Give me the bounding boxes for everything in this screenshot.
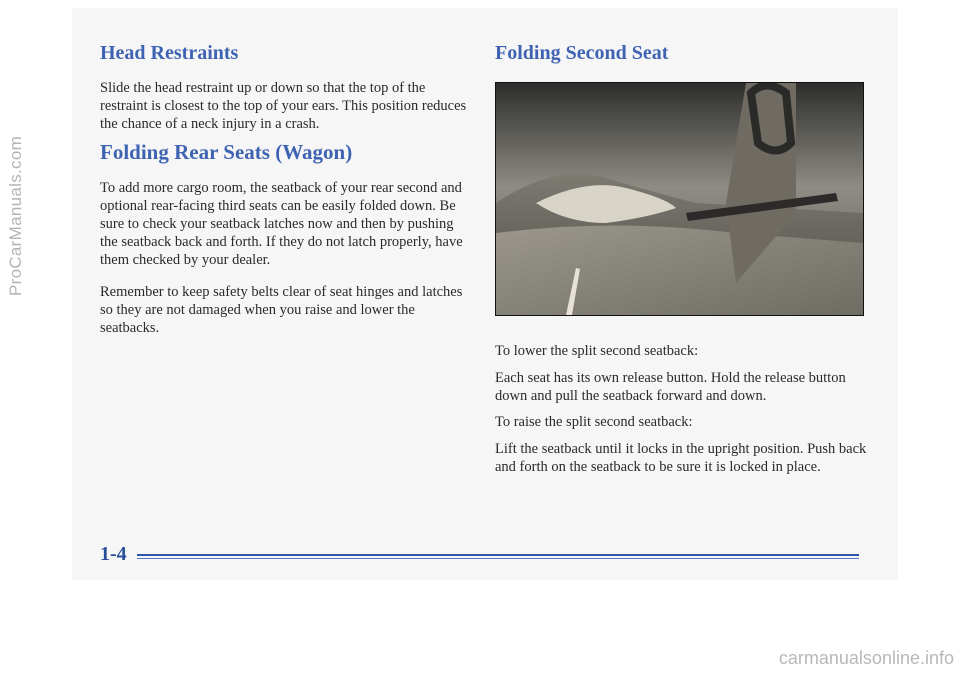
raise-intro: To raise the split second seatback: — [495, 414, 693, 430]
seat-photo-illustration — [496, 83, 863, 315]
page-number: 1-4 — [100, 543, 127, 565]
footer-rule-thin — [137, 558, 859, 559]
seat-release-photo — [495, 82, 864, 316]
side-watermark: ProCarManuals.com — [6, 135, 25, 296]
bottom-watermark: carmanualsonline.info — [778, 648, 954, 668]
raise-instructions: Lift the seatback until it locks in the upright position. Push back and forth on the seatback to be sure it is locked in place. — [495, 441, 867, 475]
lower-instructions: Each seat has its own release button. Hold the release button down and pull the seatback forward and down. — [495, 370, 846, 404]
paragraph-folding-rear-seats: To add more cargo room, the seatback of your rear second and optional rear-facing third seats can be easily folded down. Be sure to check your seatback latches now and then by pushing the seatback back and forth. If they do not latch properly, have them checked by your dealer. — [100, 180, 463, 268]
paragraph-head-restraints: Slide the head restraint up or down so that the top of the restraint is closest to the top of your ears. This position reduces the chance of a neck injury in a crash. — [100, 80, 467, 132]
paragraph-safety-belts: Remember to keep safety belts clear of seat hinges and latches so they are not damaged when you raise and lower the seatbacks. — [100, 284, 463, 336]
heading-folding-second-seat: Folding Second Seat — [495, 42, 669, 64]
manual-page — [72, 8, 898, 580]
heading-head-restraints: Head Restraints — [100, 42, 239, 64]
lower-intro: To lower the split second seatback: — [495, 343, 699, 359]
heading-folding-rear-seats: Folding Rear Seats (Wagon) — [100, 140, 353, 164]
footer-rule — [137, 554, 859, 556]
